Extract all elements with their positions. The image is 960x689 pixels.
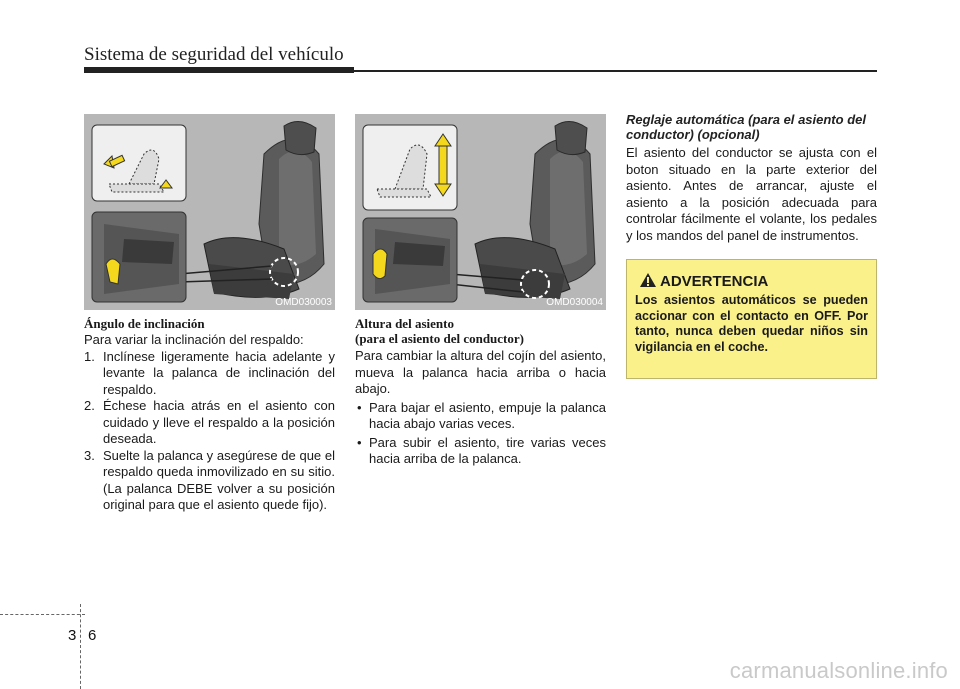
intro-text: Para variar la inclinación del respaldo:	[84, 332, 304, 347]
warning-box	[626, 259, 877, 379]
bullet-list	[355, 400, 606, 468]
column-seat-height	[355, 316, 606, 468]
header-rule	[354, 70, 877, 72]
warning-text: Los asientos automáticos se pueden accionar con el contacto en OFF. Por tanto, nunca deben quedar niños sin vigilancia en el coche.	[635, 293, 868, 354]
figure-code: OMD030004	[546, 297, 603, 308]
page-header-title: Sistema de seguridad del vehículo	[84, 44, 344, 65]
body-text: El asiento del conductor se ajusta con el boton situado en la parte exterior del asiento. Antes de arrancar, ajuste el asiento a la posición adecuada para controlar fácilmente el volante, los pedales y los mandos del panel de instrumentos.	[626, 145, 877, 243]
column-seatback-angle	[84, 316, 335, 514]
figure-seatback-angle	[84, 114, 335, 310]
warning-title: ADVERTENCIA	[660, 273, 769, 290]
footer-rule	[0, 614, 85, 615]
section-subheading: (para el asiento del conductor)	[355, 331, 524, 346]
section-number: 3	[68, 627, 77, 644]
warning-icon	[639, 272, 657, 288]
list-item: 3. Suelte la palanca y asegúrese de que el respaldo queda inmovilizado en su sitio. (La palanca DEBE volver a su posición original para que el asiento quede fijo).	[84, 447, 335, 512]
watermark: carmanualsonline.info	[729, 658, 948, 683]
figure-seat-height	[355, 114, 606, 310]
list-item: • Para subir el asiento, tire varias veces hacia arriba de la palanca.	[357, 434, 606, 466]
section-heading: Altura del asiento	[355, 316, 454, 331]
section-heading: Reglaje automática (para el asiento del conductor) (opcional)	[626, 112, 866, 142]
intro-text: Para cambiar la altura del cojín del asiento, mueva la palanca hacia arriba o hacia abajo.	[355, 348, 606, 396]
header-bar	[84, 67, 354, 73]
seat-illustration-height	[355, 114, 606, 310]
list-item: 1. Inclínese ligeramente hacia adelante y levante la palanca de inclinación del respaldo.	[84, 348, 335, 397]
page-number-divider	[80, 604, 81, 689]
steps-list	[84, 349, 335, 514]
section-heading: Ángulo de inclinación	[84, 316, 205, 331]
list-item: 2. Échese hacia atrás en el asiento con cuidado y lleve el respaldo a la posición deseada.	[84, 398, 335, 446]
figure-code: OMD030003	[275, 297, 332, 308]
column-power-seat	[626, 112, 877, 244]
page-number: 6	[88, 627, 97, 644]
list-item: • Para bajar el asiento, empuje la palanca hacia abajo varias veces.	[357, 399, 606, 431]
seat-illustration-recline	[84, 114, 335, 310]
